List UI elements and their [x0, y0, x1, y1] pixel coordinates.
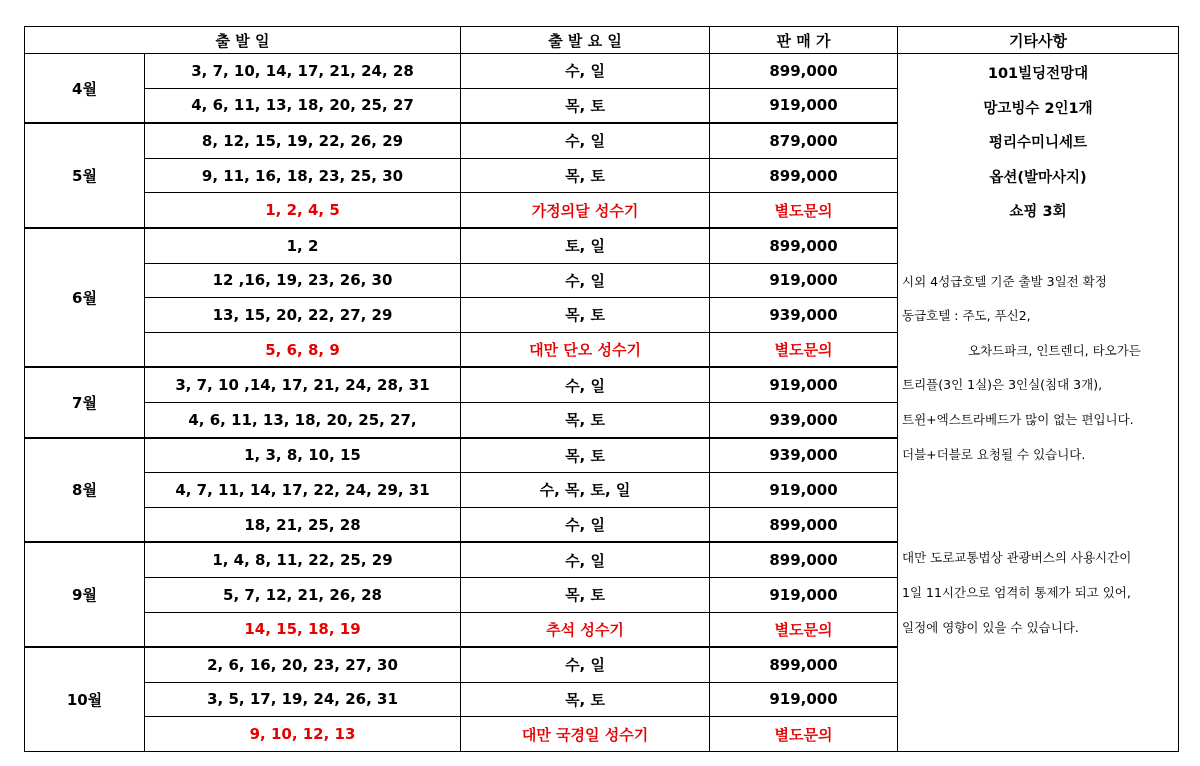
- departure-dates-cell: 4, 6, 11, 13, 18, 20, 25, 27,: [145, 402, 461, 437]
- price-cell: 919,000: [710, 367, 898, 402]
- price-cell: 939,000: [710, 402, 898, 437]
- month-label: 9월: [25, 542, 145, 647]
- departure-dates-cell: 1, 2: [145, 228, 461, 263]
- price-cell: 939,000: [710, 438, 898, 473]
- departure-dates-cell: 4, 7, 11, 14, 17, 22, 24, 29, 31: [145, 473, 461, 508]
- departure-dates-cell: 9, 10, 12, 13: [145, 717, 461, 752]
- header-row: [25, 27, 1179, 54]
- price-cell: 939,000: [710, 298, 898, 333]
- departure-dates-cell: 5, 7, 12, 21, 26, 28: [145, 577, 461, 612]
- month-label: 8월: [25, 438, 145, 543]
- schedule-body: [25, 54, 1179, 752]
- price-cell: 899,000: [710, 228, 898, 263]
- departure-dates-cell: 1, 2, 4, 5: [145, 193, 461, 228]
- table-row: [25, 54, 1179, 89]
- departure-weekday-cell: 수, 일: [461, 123, 710, 158]
- header-price: 판 매 가: [710, 27, 898, 54]
- price-cell: 899,000: [710, 54, 898, 89]
- departure-dates-cell: 14, 15, 18, 19: [145, 612, 461, 647]
- departure-weekday-cell: 추석 성수기: [461, 612, 710, 647]
- departure-dates-cell: 13, 15, 20, 22, 27, 29: [145, 298, 461, 333]
- departure-weekday-cell: 토, 일: [461, 228, 710, 263]
- notes-inclusion-item: 옵션(발마사지): [989, 169, 1087, 186]
- notes-bus-line: 일정에 영향이 있을 수 있습니다.: [902, 619, 1079, 635]
- notes-hotel-line: 트윈+엑스트라베드가 많이 없는 편입니다.: [902, 412, 1134, 427]
- price-cell: 919,000: [710, 682, 898, 717]
- month-label: 5월: [25, 123, 145, 228]
- price-cell: 919,000: [710, 88, 898, 123]
- price-cell: 899,000: [710, 647, 898, 682]
- notes-inclusion-item: 101빌딩전망대: [987, 66, 1089, 82]
- departure-dates-cell: 4, 6, 11, 13, 18, 20, 25, 27: [145, 88, 461, 123]
- departure-dates-cell: 12 ,16, 19, 23, 26, 30: [145, 263, 461, 298]
- price-cell: 별도문의: [710, 193, 898, 228]
- month-label: 7월: [25, 367, 145, 437]
- departure-dates-cell: 5, 6, 8, 9: [145, 332, 461, 367]
- notes-hotel-line: 더블+더블로 요청될 수 있습니다.: [902, 446, 1086, 462]
- price-cell: 919,000: [710, 473, 898, 508]
- notes-inclusion-item: 펑리수미니세트: [988, 135, 1088, 152]
- departure-weekday-cell: 대만 국경일 성수기: [461, 717, 710, 752]
- departure-dates-cell: 3, 5, 17, 19, 24, 26, 31: [145, 682, 461, 717]
- departure-weekday-cell: 수, 일: [461, 367, 710, 402]
- header-notes: 기타사항: [898, 27, 1179, 54]
- header-departure-date: 출 발 일: [25, 27, 461, 54]
- price-cell: 879,000: [710, 123, 898, 158]
- month-label: 10월: [25, 647, 145, 751]
- departure-dates-cell: 1, 4, 8, 11, 22, 25, 29: [145, 542, 461, 577]
- departure-dates-cell: 9, 11, 16, 18, 23, 25, 30: [145, 158, 461, 193]
- departure-weekday-cell: 목, 토: [461, 298, 710, 333]
- departure-weekday-cell: 목, 토: [461, 402, 710, 437]
- departure-dates-cell: 3, 7, 10 ,14, 17, 21, 24, 28, 31: [145, 367, 461, 402]
- price-cell: 899,000: [710, 507, 898, 542]
- price-cell: 919,000: [710, 577, 898, 612]
- price-cell: 899,000: [710, 542, 898, 577]
- header-departure-weekday: 출 발 요 일: [461, 27, 710, 54]
- notes-bus-line: 대만 도로교통법상 관광버스의 사용시간이: [902, 550, 1132, 566]
- departure-weekday-cell: 목, 토: [461, 682, 710, 717]
- price-cell: 919,000: [710, 263, 898, 298]
- departure-weekday-cell: 가정의달 성수기: [461, 193, 710, 228]
- notes-inclusion-item: 망고빙수 2인1개: [983, 100, 1093, 117]
- departure-dates-cell: 1, 3, 8, 10, 15: [145, 438, 461, 473]
- departure-dates-cell: 18, 21, 25, 28: [145, 507, 461, 542]
- notes-bus-line: 1일 11시간으로 엄격히 통제가 되고 있어,: [902, 585, 1131, 600]
- departure-dates-cell: 2, 6, 16, 20, 23, 27, 30: [145, 647, 461, 682]
- departure-weekday-cell: 목, 토: [461, 158, 710, 193]
- month-label: 6월: [25, 228, 145, 367]
- schedule-table-wrapper: [24, 26, 1179, 752]
- departure-dates-cell: 8, 12, 15, 19, 22, 26, 29: [145, 123, 461, 158]
- month-label: 4월: [25, 54, 145, 124]
- price-cell: 별도문의: [710, 612, 898, 647]
- notes-hotel-line: 트리플(3인 1실)은 3인실(침대 3개),: [902, 377, 1103, 393]
- departure-weekday-cell: 목, 토: [461, 577, 710, 612]
- departure-dates-cell: 3, 7, 10, 14, 17, 21, 24, 28: [145, 54, 461, 89]
- departure-weekday-cell: 목, 토: [461, 88, 710, 123]
- departure-weekday-cell: 수, 일: [461, 507, 710, 542]
- price-cell: 별도문의: [710, 717, 898, 752]
- departure-weekday-cell: 수, 일: [461, 542, 710, 577]
- departure-weekday-cell: 수, 일: [461, 647, 710, 682]
- notes-cell: [898, 54, 1179, 752]
- notes-inclusion-item: 쇼핑 3회: [1009, 204, 1067, 221]
- departure-weekday-cell: 목, 토: [461, 438, 710, 473]
- schedule-table: [24, 26, 1179, 752]
- departure-weekday-cell: 수, 목, 토, 일: [461, 473, 710, 508]
- price-cell: 별도문의: [710, 332, 898, 367]
- notes-hotel-line: 오차드파크, 인트렌디, 타오가든: [968, 342, 1141, 358]
- departure-weekday-cell: 대만 단오 성수기: [461, 332, 710, 367]
- notes-hotel-line: 동급호텔 : 주도, 푸신2,: [902, 308, 1031, 324]
- price-cell: 899,000: [710, 158, 898, 193]
- departure-weekday-cell: 수, 일: [461, 263, 710, 298]
- notes-hotel-line: 시외 4성급호텔 기준 출발 3일전 확정: [902, 273, 1107, 289]
- departure-weekday-cell: 수, 일: [461, 54, 710, 89]
